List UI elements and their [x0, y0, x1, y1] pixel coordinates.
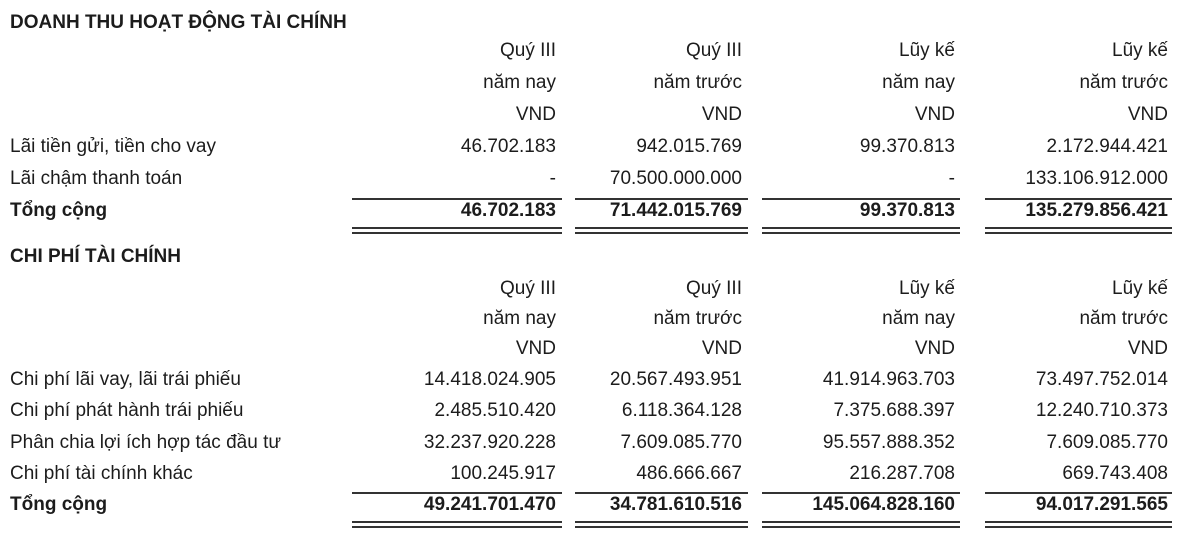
subtotal-rule	[352, 198, 562, 200]
column-header-row	[0, 334, 1200, 364]
table-row	[0, 459, 1200, 489]
cell-value: 12.240.710.373	[1035, 400, 1168, 421]
column-header: Quý III	[686, 40, 742, 61]
cell-value: 486.666.667	[636, 463, 742, 484]
column-header: Lũy kế	[1112, 40, 1168, 61]
row-label: Chi phí phát hành trái phiếu	[10, 400, 244, 421]
total-double-rule	[575, 227, 748, 234]
cell-value: 95.557.888.352	[822, 432, 955, 453]
cell-value: 7.609.085.770	[620, 432, 742, 453]
cell-value: -	[948, 168, 955, 189]
subtotal-rule	[575, 198, 748, 200]
cell-value: 6.118.364.128	[621, 400, 742, 421]
cell-value: 99.370.813	[859, 136, 955, 157]
total-row	[0, 196, 1200, 226]
total-value: 46.702.183	[460, 200, 556, 221]
cell-value: 2.172.944.421	[1046, 136, 1168, 157]
total-double-rule	[985, 227, 1172, 234]
column-header: VND	[914, 104, 955, 125]
cell-value: 942.015.769	[636, 136, 742, 157]
column-header-row	[0, 68, 1200, 98]
total-double-rule	[575, 521, 748, 528]
column-header: VND	[1127, 338, 1168, 359]
total-value: 145.064.828.160	[812, 494, 955, 515]
column-header: VND	[914, 338, 955, 359]
column-header: Quý III	[500, 278, 556, 299]
row-label: Chi phí tài chính khác	[10, 463, 193, 484]
row-label: Chi phí lãi vay, lãi trái phiếu	[10, 369, 241, 390]
column-header-row	[0, 274, 1200, 304]
total-row	[0, 490, 1200, 520]
section-title-row	[0, 242, 1200, 272]
column-header: năm trước	[1079, 72, 1168, 93]
column-header: Quý III	[500, 40, 556, 61]
subtotal-rule	[352, 492, 562, 494]
section-title-row	[0, 8, 1200, 38]
section-title: CHI PHÍ TÀI CHÍNH	[10, 246, 181, 267]
column-header: năm trước	[653, 72, 742, 93]
row-label: Lãi tiền gửi, tiền cho vay	[10, 136, 217, 157]
column-header: năm nay	[483, 308, 556, 329]
table-row	[0, 164, 1200, 194]
column-header: Lũy kế	[899, 278, 955, 299]
total-value: 135.279.856.421	[1025, 200, 1168, 221]
total-double-rule	[985, 521, 1172, 528]
subtotal-rule	[985, 198, 1172, 200]
subtotal-rule	[762, 198, 960, 200]
total-double-rule	[762, 227, 960, 234]
column-header: năm nay	[882, 72, 955, 93]
cell-value: 46.702.183	[460, 136, 556, 157]
column-header: Quý III	[686, 278, 742, 299]
cell-value: 32.237.920.228	[423, 432, 556, 453]
total-value: 94.017.291.565	[1035, 494, 1168, 515]
total-label: Tổng cộng	[10, 494, 108, 515]
row-label: Lãi chậm thanh toán	[10, 168, 183, 189]
cell-value: 20.567.493.951	[609, 369, 742, 390]
column-header: năm nay	[882, 308, 955, 329]
column-header: Lũy kế	[899, 40, 955, 61]
column-header: Lũy kế	[1112, 278, 1168, 299]
table-row	[0, 396, 1200, 426]
total-value: 99.370.813	[859, 200, 955, 221]
column-header-row	[0, 100, 1200, 130]
cell-value: 41.914.963.703	[822, 369, 955, 390]
cell-value: 216.287.708	[849, 463, 955, 484]
total-label: Tổng cộng	[10, 200, 108, 221]
table-row	[0, 132, 1200, 162]
column-header: VND	[701, 104, 742, 125]
column-header: năm trước	[1079, 308, 1168, 329]
total-value: 49.241.701.470	[423, 494, 556, 515]
total-double-rule	[762, 521, 960, 528]
cell-value: -	[549, 168, 556, 189]
cell-value: 133.106.912.000	[1025, 168, 1168, 189]
total-value: 71.442.015.769	[609, 200, 742, 221]
cell-value: 7.609.085.770	[1046, 432, 1168, 453]
section-title: DOANH THU HOẠT ĐỘNG TÀI CHÍNH	[10, 12, 347, 33]
cell-value: 73.497.752.014	[1035, 369, 1168, 390]
row-label: Phân chia lợi ích hợp tác đầu tư	[10, 432, 282, 453]
cell-value: 7.375.688.397	[833, 400, 955, 421]
cell-value: 100.245.917	[450, 463, 556, 484]
cell-value: 669.743.408	[1062, 463, 1168, 484]
column-header-row	[0, 36, 1200, 66]
column-header: VND	[701, 338, 742, 359]
column-header: VND	[515, 338, 556, 359]
cell-value: 14.418.024.905	[423, 369, 556, 390]
total-double-rule	[352, 521, 562, 528]
column-header: năm trước	[653, 308, 742, 329]
column-header: VND	[515, 104, 556, 125]
total-double-rule	[352, 227, 562, 234]
table-row	[0, 428, 1200, 458]
column-header: VND	[1127, 104, 1168, 125]
cell-value: 2.485.510.420	[434, 400, 556, 421]
subtotal-rule	[575, 492, 748, 494]
total-value: 34.781.610.516	[609, 494, 742, 515]
subtotal-rule	[762, 492, 960, 494]
column-header: năm nay	[483, 72, 556, 93]
cell-value: 70.500.000.000	[609, 168, 742, 189]
subtotal-rule	[985, 492, 1172, 494]
column-header-row	[0, 304, 1200, 334]
table-row	[0, 365, 1200, 395]
